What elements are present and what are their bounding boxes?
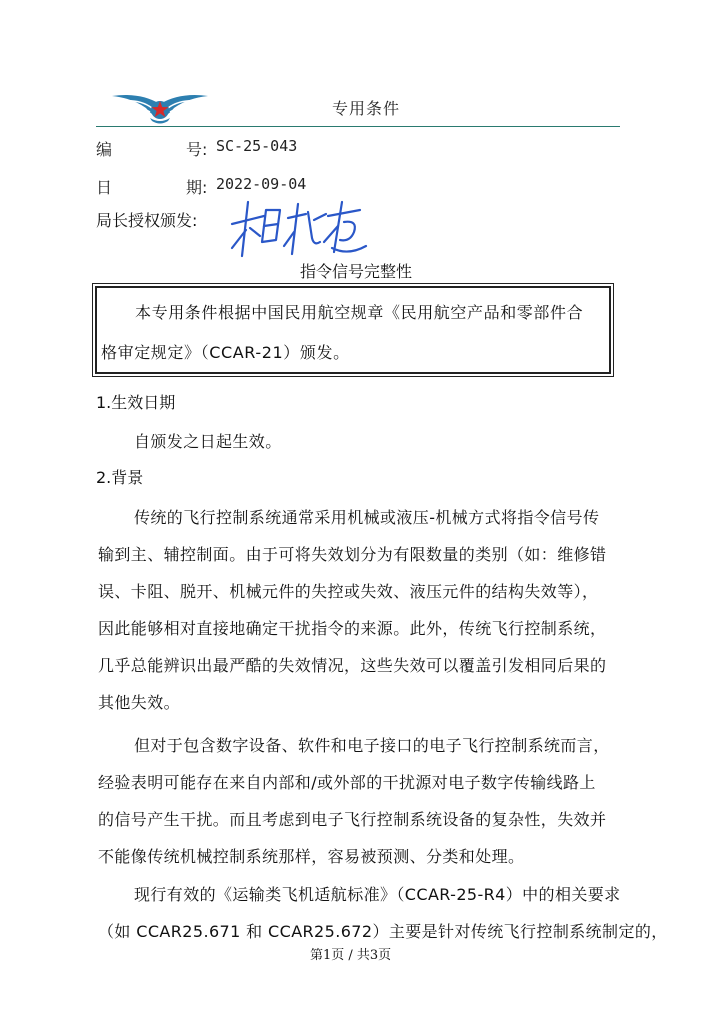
date-label-part2: 期: [186,178,208,197]
paragraph-1-line: 其他失效。 [98,693,181,712]
paragraph-1-line: 因此能够相对直接地确定干扰指令的来源。此外，传统飞行控制系统， [98,619,607,638]
paragraph-3-line: 现行有效的《运输类飞机适航标准》（CCAR-25-R4）中的相关要求 [134,885,621,904]
paragraph-2-line: 经验表明可能存在来自内部和/或外部的干扰源对电子数字传输线路上 [98,773,596,792]
document-date: 2022-09-04 [216,175,307,193]
date-label-part1: 日 [96,178,113,197]
preamble-line-1: 本专用条件根据中国民用航空规章《民用航空产品和零部件合 [135,303,584,322]
document-title: 指令信号完整性 [300,262,413,281]
document-number: SC-25-043 [216,137,298,155]
page-footer: 第1页 / 共3页 [310,948,392,963]
section-2-heading: 2.背景 [96,468,144,487]
number-label-part1: 编 [96,140,113,159]
number-label-part2: 号: [186,140,208,159]
section-1-heading: 1.生效日期 [96,393,176,412]
section-1-text: 自颁发之日起生效。 [134,432,282,451]
preamble-line-2: 格审定规定》（CCAR-21）颁发。 [101,343,350,362]
handwritten-signature [228,196,368,262]
caac-emblem-icon [110,84,210,130]
paragraph-2-line: 不能像传统机械控制系统那样，容易被预测、分类和处理。 [98,847,525,866]
paragraph-1-line: 几乎总能辨识出最严酷的失效情况，这些失效可以覆盖引发相同后果的 [98,656,607,675]
paragraph-3-line: （如 CCAR25.671 和 CCAR25.672）主要是针对传统飞行控制系统制定的， [98,922,668,941]
preamble-box [95,286,611,374]
header-title: 专用条件 [332,99,401,118]
paragraph-1-line: 误、卡阻、脱开、机械元件的失控或失效、液压元件的结构失效等）， [98,582,599,601]
paragraph-2-line: 的信号产生干扰。而且考虑到电子飞行控制系统设备的复杂性，失效并 [98,810,607,829]
paragraph-1-line: 输到主、辅控制面。由于可将失效划分为有限数量的类别（如：维修错 [98,545,607,564]
header-divider [96,126,620,127]
paragraph-2-line: 但对于包含数字设备、软件和电子接口的电子飞行控制系统而言， [134,736,610,755]
paragraph-1-line: 传统的飞行控制系统通常采用机械或液压-机械方式将指令信号传 [134,508,600,527]
authority-label: 局长授权颁发: [96,211,198,230]
